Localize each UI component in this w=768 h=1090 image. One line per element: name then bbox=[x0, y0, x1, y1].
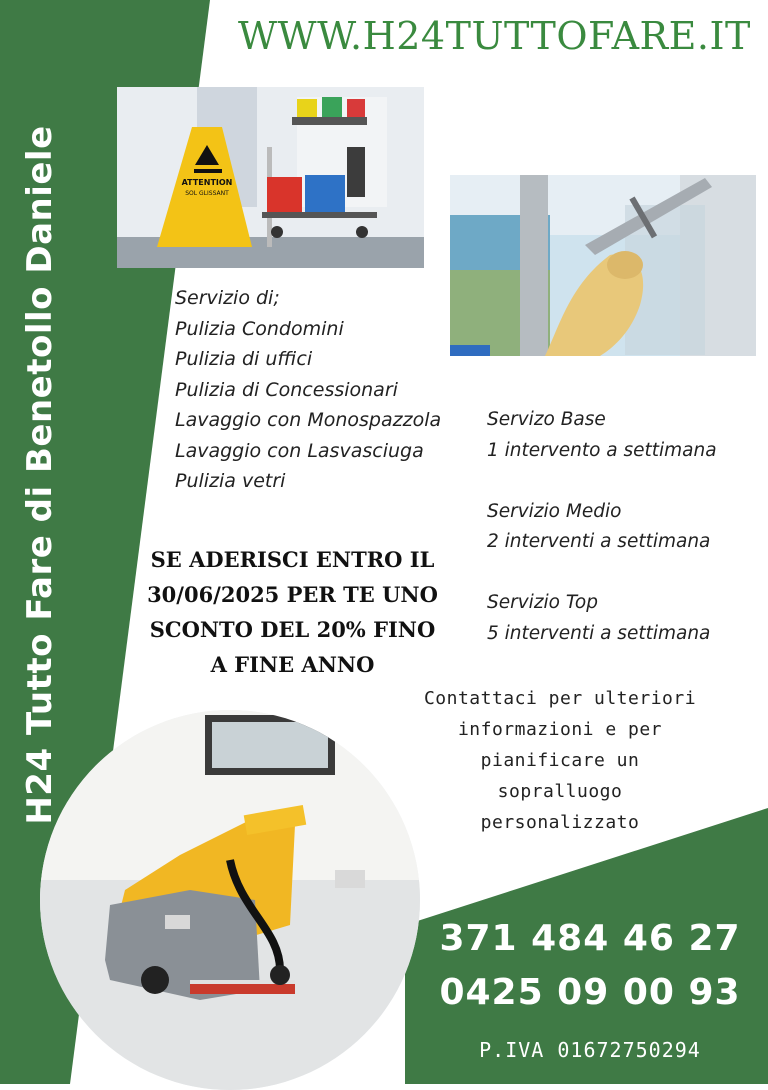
plan-base bbox=[487, 405, 717, 466]
phone-mobile[interactable]: 371 484 46 27 bbox=[439, 918, 741, 959]
phone-landline[interactable]: 0425 09 00 93 bbox=[439, 972, 741, 1013]
contact-message bbox=[400, 683, 720, 838]
sign-text: ATTENTION bbox=[181, 178, 233, 187]
window-cleaning-photo bbox=[450, 175, 756, 356]
service-item: Lavaggio con Monospazzola bbox=[175, 409, 442, 431]
promo-line: SCONTO DEL 20% FINO bbox=[149, 617, 436, 642]
plan-detail: 1 intervento a settimana bbox=[487, 439, 717, 461]
plan-top bbox=[487, 588, 717, 649]
plan-medium bbox=[487, 497, 717, 558]
services-heading: Servizio di; bbox=[175, 287, 280, 309]
company-vertical-title: H24 Tutto Fare di Benetollo Daniele bbox=[20, 125, 60, 825]
promo-offer bbox=[140, 542, 445, 682]
plan-detail: 5 interventi a settimana bbox=[487, 622, 711, 644]
service-item: Lavaggio con Lasvasciuga bbox=[175, 439, 424, 462]
vat-number: P.IVA 01672750294 bbox=[479, 1038, 701, 1062]
promo-line: 30/06/2025 PER TE UNO bbox=[147, 582, 438, 607]
contact-line: informazioni e per bbox=[457, 719, 663, 740]
plan-detail: 2 interventi a settimana bbox=[487, 531, 711, 552]
contact-line: pianificare un bbox=[480, 750, 640, 771]
service-item: Pulizia Condomini bbox=[175, 317, 344, 340]
sign-subtext: SOL GLISSANT bbox=[185, 190, 229, 197]
contact-line: Contattaci per ulteriori bbox=[423, 688, 697, 709]
plan-name: Servizio Medio bbox=[487, 500, 622, 522]
promo-line: SE ADERISCI ENTRO IL bbox=[150, 547, 435, 572]
services-list bbox=[175, 283, 441, 497]
plan-name: Servizio Top bbox=[487, 592, 598, 613]
floor-scrubber-photo bbox=[40, 710, 420, 1090]
service-plans bbox=[487, 405, 717, 680]
service-item: Pulizia di uffici bbox=[175, 348, 313, 370]
contact-line: personalizzato bbox=[480, 812, 640, 833]
service-item: Pulizia di Concessionari bbox=[175, 378, 398, 401]
website-url: WWW.H24TUTTOFARE.IT bbox=[238, 14, 751, 58]
service-item: Pulizia vetri bbox=[175, 470, 286, 492]
cleaning-sign-photo bbox=[117, 87, 424, 268]
promo-line: A FINE ANNO bbox=[210, 652, 375, 677]
contact-line: sopralluogo bbox=[497, 781, 623, 802]
plan-name: Servizo Base bbox=[487, 409, 606, 430]
